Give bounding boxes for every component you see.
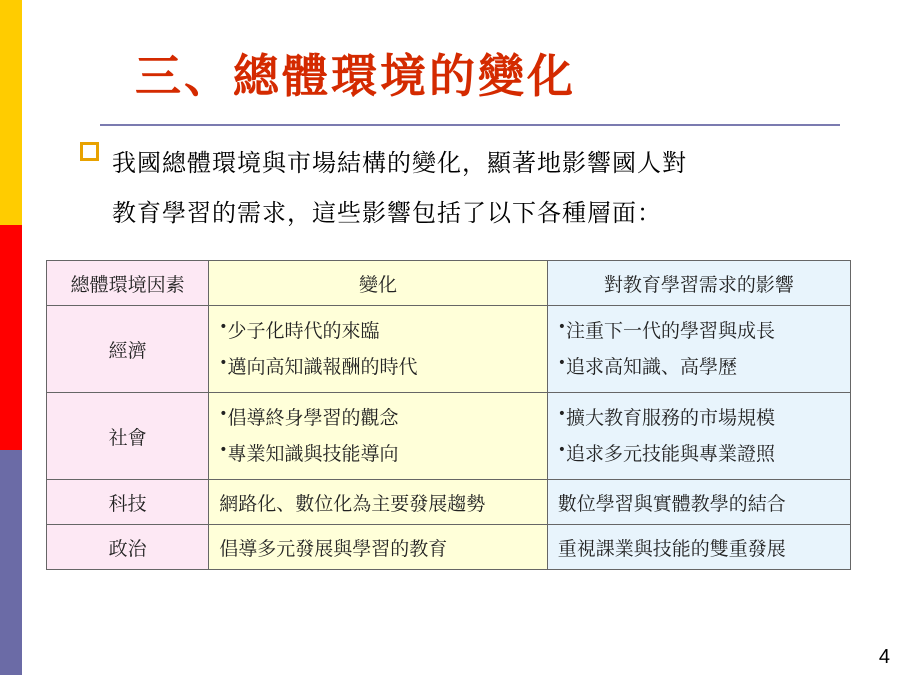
change-cell — [209, 306, 548, 393]
left-bar-red — [0, 225, 22, 450]
factor-cell: 經濟 — [47, 306, 209, 393]
table-row — [47, 393, 851, 480]
impact-item: • 追求多元技能與專業證照 — [558, 436, 840, 472]
environment-table — [46, 260, 851, 570]
header-change: 變化 — [209, 261, 548, 306]
factor-cell: 政治 — [47, 525, 209, 570]
factor-cell: 社會 — [47, 393, 209, 480]
change-item: • 倡導終身學習的觀念 — [219, 400, 537, 436]
impact-cell — [547, 393, 850, 480]
title-divider — [100, 124, 840, 126]
change-item: • 邁向高知識報酬的時代 — [219, 349, 537, 385]
impact-item: • 注重下一代的學習與成長 — [558, 313, 840, 349]
left-bar-yellow — [0, 0, 22, 225]
change-cell — [209, 393, 548, 480]
impact-item: • 追求高知識、高學歷 — [558, 349, 840, 385]
change-item: • 少子化時代的來臨 — [219, 313, 537, 349]
impact-cell — [547, 306, 850, 393]
change-item: • 專業知識與技能導向 — [219, 436, 537, 472]
square-bullet-icon — [80, 142, 99, 161]
header-impact: 對教育學習需求的影響 — [547, 261, 850, 306]
table-header-row — [47, 261, 851, 306]
intro-line-1: 我國總體環境與市場結構的變化，顯著地影響國人對 — [112, 149, 687, 177]
change-cell: 倡導多元發展與學習的教育 — [209, 525, 548, 570]
left-bar-purple — [0, 450, 22, 675]
impact-cell: 重視課業與技能的雙重發展 — [547, 525, 850, 570]
intro-paragraph — [112, 138, 832, 238]
intro-line-2: 教育學習的需求，這些影響包括了以下各種層面： — [112, 199, 662, 227]
table-row — [47, 480, 851, 525]
slide-title: 三、總體環境的變化 — [135, 49, 576, 103]
table-row — [47, 306, 851, 393]
factor-cell: 科技 — [47, 480, 209, 525]
change-cell: 網路化、數位化為主要發展趨勢 — [209, 480, 548, 525]
impact-cell: 數位學習與實體教學的結合 — [547, 480, 850, 525]
table-row — [47, 525, 851, 570]
page-number: 4 — [878, 646, 890, 668]
impact-item: • 擴大教育服務的市場規模 — [558, 400, 840, 436]
header-factor: 總體環境因素 — [47, 261, 209, 306]
